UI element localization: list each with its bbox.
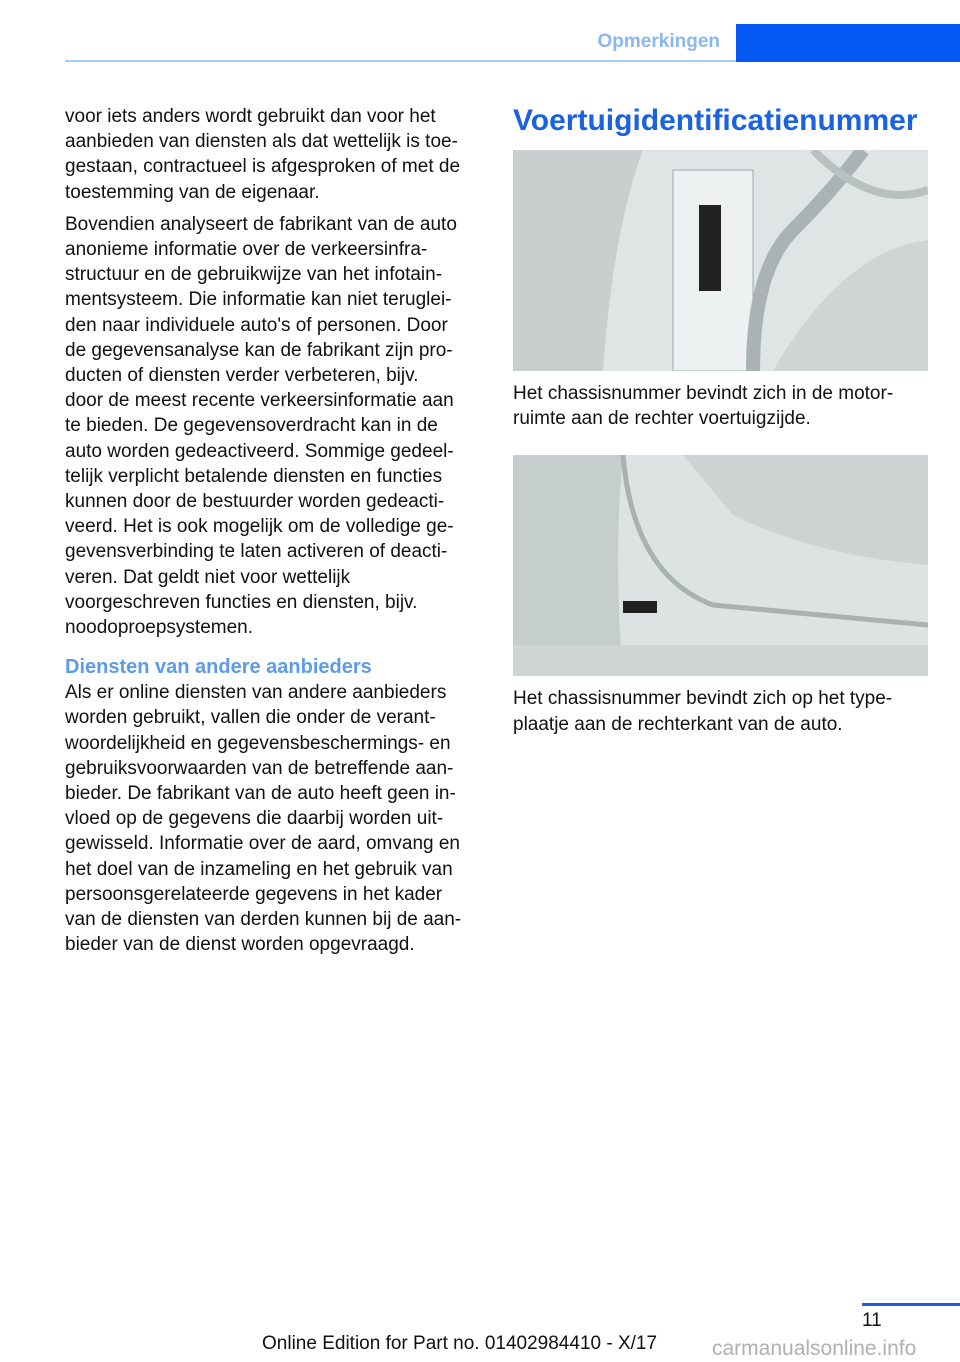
text-line: Als er online diensten van andere aanbieders	[65, 682, 447, 704]
text-line: vloed op de gegevens die daarbij worden uit-	[65, 808, 444, 830]
text-line: mentsysteem. Die informatie kan niet teruglei-	[65, 289, 452, 311]
text-line: telijk verplicht betalende diensten en functies	[65, 465, 443, 487]
text-line: Bovendien analyseert de fabrikant van de auto	[65, 213, 457, 235]
text-line: bieder. De fabrikant van de auto heeft geen in-	[65, 783, 456, 805]
text-line: bieder van de dienst worden opgevraagd.	[65, 934, 415, 956]
text-line: gevensverbinding te laten activeren of deacti-	[65, 541, 448, 563]
section-heading: Diensten van andere aanbieders	[65, 656, 372, 679]
text-line: ducten of diensten verder verbeteren, bijv.	[65, 365, 419, 387]
text-line: aanbieden van diensten als dat wettelijk is toe-	[65, 131, 458, 153]
paragraph-2	[65, 212, 485, 640]
text-line: woordelijkheid en gegevensbeschermings- en	[65, 732, 451, 754]
text-line: voor iets anders wordt gebruikt dan voor het	[65, 106, 436, 127]
section-title: Opmerkingen	[597, 31, 720, 52]
left-column	[65, 104, 485, 958]
text-line: veren. Dat geldt niet voor wettelijk	[65, 566, 351, 588]
paragraph-1	[65, 104, 485, 205]
text-line: veerd. Het is ook mogelijk om de volledige ge-	[65, 516, 454, 538]
caption-2	[513, 686, 933, 736]
text-line: auto worden gedeactiveerd. Sommige gedeel-	[65, 440, 454, 462]
door-sill-illustration	[513, 455, 928, 676]
page-number-rule	[862, 1303, 960, 1306]
text-line: de gegevensanalyse kan de fabrikant zijn pro-	[65, 339, 453, 361]
text-line: kunnen door de bestuurder worden gedeacti-	[65, 491, 445, 513]
text-line: door de meest recente verkeersinformatie aan	[65, 390, 454, 412]
page-heading: Voertuigidentificatienummer	[513, 104, 918, 137]
footer-edition: Online Edition for Part no. 01402984410 - X/17	[262, 1333, 658, 1354]
text-line: noodoproepsystemen.	[65, 617, 254, 639]
text-line: persoonsgerelateerde gegevens in het kader	[65, 883, 443, 905]
watermark: carmanualsonline.info	[712, 1337, 917, 1360]
paragraph-3	[65, 680, 485, 957]
text-line: van de diensten van derden kunnen bij de aan-	[65, 909, 462, 931]
text-line: anonieme informatie over de verkeersinfra-	[65, 239, 428, 261]
engine-bay-illustration	[513, 150, 928, 371]
text-line: plaatje aan de rechterkant van de auto.	[513, 713, 843, 735]
text-line: toestemming van de eigenaar.	[65, 181, 320, 203]
text-line: het doel van de inzameling en het gebruik van	[65, 858, 453, 880]
text-line: te bieden. De gegevensoverdracht kan in de	[65, 415, 438, 437]
text-line: Het chassisnummer bevindt zich op het type-	[513, 688, 893, 710]
header-accent-block	[736, 24, 960, 62]
right-column	[513, 104, 933, 761]
text-line: gestaan, contractueel is afgesproken of met de	[65, 156, 461, 178]
text-line: den naar individuele auto's of personen. Door	[65, 314, 448, 336]
text-line: Het chassisnummer bevindt zich in de motor-	[513, 383, 894, 404]
caption-1	[513, 381, 933, 431]
text-line: worden gebruikt, vallen die onder de verant-	[65, 707, 436, 729]
page-number: 11	[862, 1310, 882, 1331]
text-line: gewisseld. Informatie over de aard, omvang en	[65, 833, 460, 855]
text-line: voorgeschreven functies en diensten, bijv.	[65, 591, 418, 613]
text-line: ruimte aan de rechter voertuigzijde.	[513, 408, 811, 430]
text-line: structuur en de gebruikwijze van het infotain-	[65, 264, 443, 286]
header-rule	[65, 60, 737, 62]
text-line: gebruiksvoorwaarden van de betreffende aan-	[65, 757, 454, 779]
